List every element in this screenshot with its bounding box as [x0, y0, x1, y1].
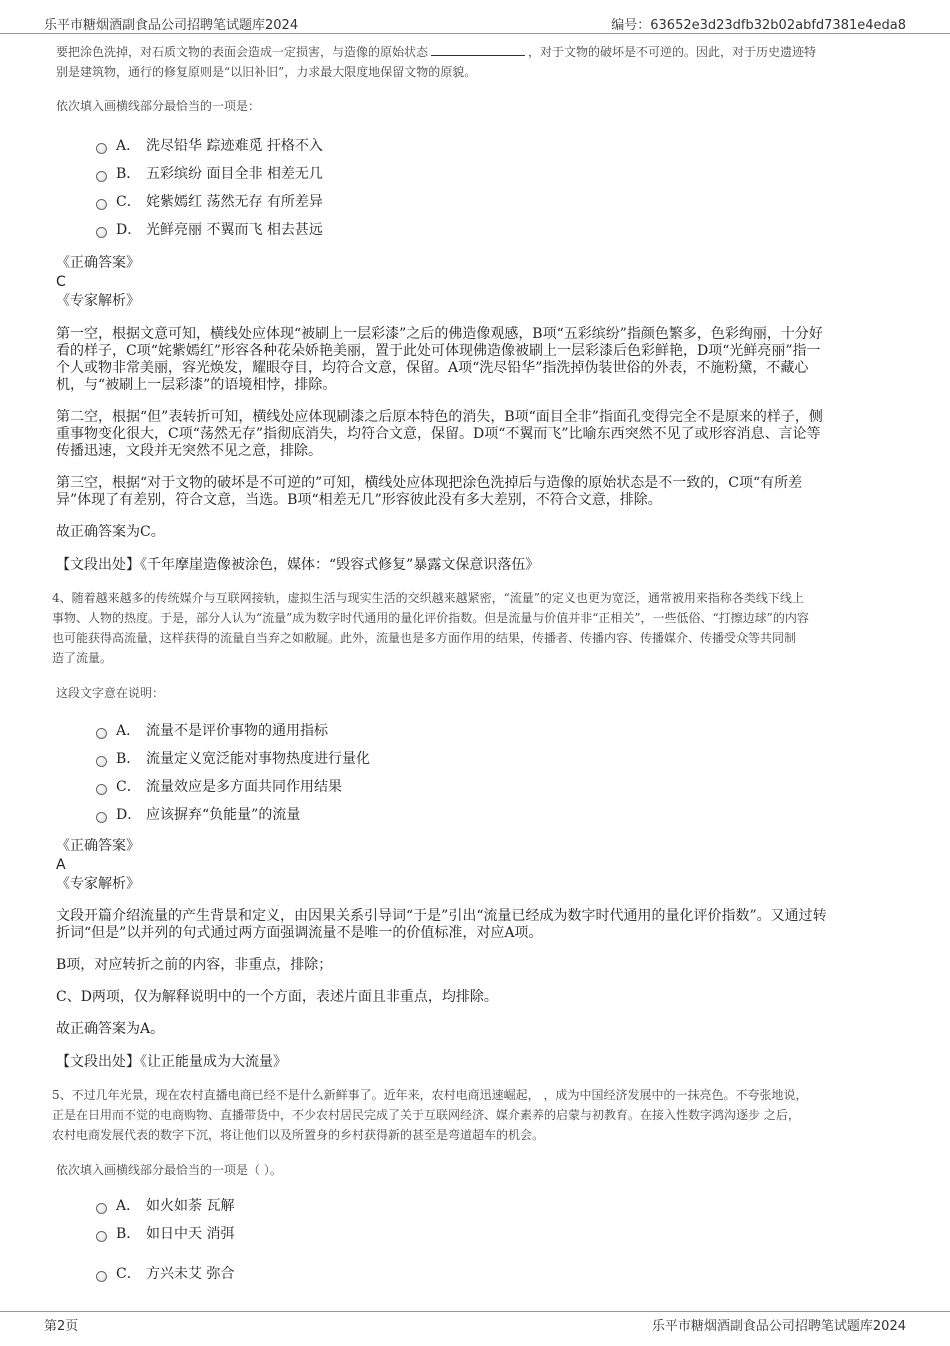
- radio-icon[interactable]: [96, 1271, 107, 1282]
- option-c[interactable]: C． 方兴未艾 弥合: [96, 1259, 896, 1287]
- radio-icon[interactable]: [96, 756, 107, 767]
- page-header: [0, 0, 950, 34]
- q3-options: [96, 131, 896, 243]
- radio-icon[interactable]: [96, 1203, 107, 1214]
- page-footer: [0, 1311, 950, 1346]
- radio-icon[interactable]: [96, 171, 107, 182]
- radio-icon[interactable]: [96, 199, 107, 210]
- radio-icon[interactable]: [96, 812, 107, 823]
- radio-icon[interactable]: [96, 143, 107, 154]
- q5-prompt: 依次填入画横线部分最恰当的一项是（ ）。: [56, 1163, 282, 1177]
- q4-options: [96, 716, 896, 828]
- q5-options: [96, 1191, 896, 1287]
- q3-passage: 要把涂色洗掉，对石质文物的表面会造成一定损害，与造像的原始状态 ，对于文物的破坏是不可逆的。因此，对于历史遗迹特 别是建筑物，通行的修复原则是“以旧补旧”，力求最大限度地保留文物的原貌。: [56, 45, 817, 79]
- option-a[interactable]: A． 洗尽铅华 踪迹难觅 扞格不入: [96, 131, 896, 159]
- source-citation: 【文段出处】《千年摩崖造像被涂色，媒体：“毁容式修复”暴露文保意识落伍》: [56, 557, 540, 573]
- option-b[interactable]: B． 如日中天 消弭: [96, 1219, 896, 1247]
- footer-title: 乐平市糖烟酒副食品公司招聘笔试题库2024: [651, 1319, 906, 1334]
- radio-icon[interactable]: [96, 1231, 107, 1242]
- option-a[interactable]: A． 如火如荼 瓦解: [96, 1191, 896, 1219]
- answer-blank: [431, 45, 525, 56]
- analysis-paragraph: C、D两项，仅为解释说明中的一个方面，表述片面且非重点，均排除。: [56, 989, 498, 1005]
- page-number: 第2页: [44, 1319, 79, 1334]
- answer-value: A: [56, 857, 66, 873]
- option-d[interactable]: D． 应该摒弃“负能量”的流量: [96, 800, 896, 828]
- option-c[interactable]: C． 姹紫嫣红 荡然无存 有所差异: [96, 187, 896, 215]
- q5-passage: 5、不过几年光景，现在农村直播电商已经不是什么新鲜事了。近年来，农村电商迅速崛起， ，成为中国经济发展中的一抹亮色。不夸张地说， 正是在日用而不觉的电商购物、直播带货中，不少农村居民完成了关于互联网经济、媒介素养的启蒙与初教育。在接入性数字鸿沟逐步 之后， 农村电商发展代表的数字下沉，将让他们以及所置身的乡村获得新的甚至是弯道超车的机会。: [52, 1088, 808, 1142]
- q3-analysis: [56, 326, 896, 541]
- analysis-paragraph: 第二空，根据“但”表转折可知，横线处应体现刷漆之后原本特色的消失，B项“面目全非”指面孔变得完全不是原来的样子，侧 重事物变化很大，C项“荡然无存”指彻底消失，均符合文意，保留。D项“不翼而飞”比喻东西突然不见了或形容消息、言论等 传播迅速，文段并无突然不见之意，排除。: [56, 409, 823, 459]
- answer-label: 《正确答案》: [56, 255, 140, 271]
- analysis-label: 《专家解析》: [56, 876, 140, 892]
- radio-icon[interactable]: [96, 784, 107, 795]
- option-a[interactable]: A． 流量不是评价事物的通用指标: [96, 716, 896, 744]
- radio-icon[interactable]: [96, 728, 107, 739]
- option-c[interactable]: C． 流量效应是多方面共同作用结果: [96, 772, 896, 800]
- answer-value: C: [56, 274, 66, 290]
- page-content: [52, 42, 896, 1287]
- q3-prompt: 依次填入画横线部分最恰当的一项是：: [56, 99, 261, 113]
- source-citation: 【文段出处】《让正能量成为大流量》: [56, 1054, 287, 1070]
- analysis-label: 《专家解析》: [56, 293, 140, 309]
- analysis-paragraph: 第一空，根据文意可知，横线处应体现“被刷上一层彩漆”之后的佛造像观感，B项“五彩缤纷”指颜色繁多，色彩绚丽，十分好 看的样子，C项“姹紫嫣红”形容各种花朵娇艳美丽，置于此处可体现佛造像被刷上一层彩漆后色彩鲜艳，D项“光鲜亮丽”指一 个人或物非常美丽，容光焕发，耀眼夺目，均符合文意，保留。A项“洗尽铅华”指洗掉伪装世俗的外表，不施粉黛，不藏心 机，与“被刷上一层彩漆”的语境相悖，排除。: [56, 326, 823, 393]
- analysis-paragraph: 第三空，根据“对于文物的破坏是不可逆的”可知，横线处应体现把涂色洗掉后与造像的原始状态是不一致的，C项“有所差 异”体现了有差别，符合文意，当选。B项“相差无几”形容彼此没有多大差别，不符合文意，排除。: [56, 475, 803, 508]
- radio-icon[interactable]: [96, 227, 107, 238]
- header-code: 编号：63652e3d23dfb32b02abfd7381e4eda8: [611, 18, 906, 33]
- analysis-paragraph: B项，对应转折之前的内容，非重点，排除；: [56, 957, 333, 973]
- analysis-conclusion: 故正确答案为A。: [56, 1021, 165, 1037]
- header-title: 乐平市糖烟酒副食品公司招聘笔试题库2024: [44, 18, 299, 33]
- answer-label: 《正确答案》: [56, 838, 140, 854]
- analysis-paragraph: 文段开篇介绍流量的产生背景和定义，由因果关系引导词“于是”引出“流量已经成为数字时代通用的量化评价指数”。又通过转 折词“但是”以并列的句式通过两方面强调流量不是唯一的价值标准，对应A项。: [56, 908, 827, 941]
- option-d[interactable]: D． 光鲜亮丽 不翼而飞 相去甚远: [96, 215, 896, 243]
- q4-prompt: 这段文字意在说明：: [56, 686, 165, 700]
- analysis-conclusion: 故正确答案为C。: [56, 524, 165, 540]
- option-b[interactable]: B． 五彩缤纷 面目全非 相差无几: [96, 159, 896, 187]
- q4-passage: 4、随着越来越多的传统媒介与互联网接轨，虚拟生活与现实生活的交织越来越紧密，“流量”的定义也更为宽泛，通常被用来指称各类线下线上 事物、人物的热度。于是，部分人认为“流量”成为数字时代通用的量化评价指数。但是流量与价值并非“正相关”，一些低俗、“打擦边球”的内容 也可能获得高流量，这样获得的流量自当弃之如敝屣。此外，流量也是多方面作用的结果，传播者、传播内容、传播媒介、传播受众等共同制 造了流量。: [52, 591, 809, 665]
- option-b[interactable]: B． 流量定义宽泛能对事物热度进行量化: [96, 744, 896, 772]
- q4-analysis: [56, 908, 896, 1038]
